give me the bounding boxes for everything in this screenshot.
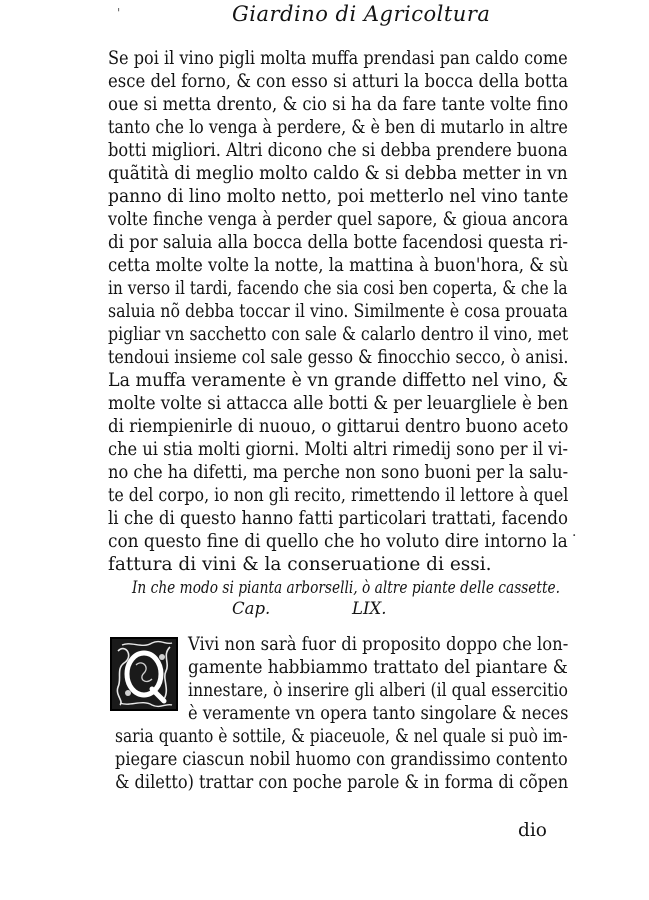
text-line: gamente habbiammo trattato del piantare &: [188, 657, 568, 678]
text-line: con questo fine di quello che ho voluto dire intorno la: [108, 531, 568, 552]
corner-mark: ': [117, 6, 121, 20]
text-line: & diletto) trattar con poche parole & in forma di cõpen: [115, 772, 569, 793]
text-line: è veramente vn opera tanto singolare & neces: [188, 703, 569, 724]
text-line: piegare ciascun nobil huomo con grandissimo contento: [115, 749, 568, 770]
text-line: botti migliori. Altri dicono che si debba prendere buona: [108, 140, 568, 161]
text-line: fattura di vini & la conseruatione di essi.: [108, 554, 492, 575]
text-line: che ui stia molti giorni. Molti altri rimedij sono per il vi-: [108, 439, 569, 460]
text-line: panno di lino molto netto, poi metterlo nel vino tante: [108, 186, 569, 207]
decorated-initial: [110, 637, 178, 711]
text-line: di riempienirle di nuouo, o gittarui dentro buono aceto: [108, 416, 569, 437]
chapter-number: LIX.: [352, 599, 387, 618]
text-line: te del corpo, io non gli recito, rimettendo il lettore à quel: [108, 485, 569, 506]
chapter-heading: In che modo si pianta arborselli, ò altre piante delle cassette.: [132, 578, 560, 597]
text-line: in verso il tardi, facendo che sia cosi ben coperta, & che la: [108, 278, 568, 299]
margin-mark: ·: [572, 528, 577, 544]
catchword: dio: [518, 820, 547, 841]
decorated-initial-ornament-icon: [112, 639, 176, 709]
text-line: Vivi non sarà fuor di proposito doppo che lon-: [188, 634, 569, 655]
text-line: cetta molte volte la notte, la mattina à buon'hora, & sù: [108, 255, 569, 276]
text-line: pigliar vn sacchetto con sale & calarlo dentro il vino, met: [108, 324, 569, 345]
text-line: tanto che lo venga à perdere, & è ben di mutarlo in altre: [108, 117, 568, 138]
text-line: oue si metta drento, & cio si ha da fare tante volte fino: [108, 94, 569, 115]
text-line: no che ha difetti, ma perche non sono buoni per la salu-: [108, 462, 569, 483]
text-line: di por saluia alla bocca della botte facendosi questa ri-: [108, 232, 569, 253]
text-line: li che di questo hanno fatti particolari trattati, facendo: [108, 508, 568, 529]
text-line: quãtità di meglio molto caldo & si debba metter in vn: [108, 163, 568, 184]
text-line: Se poi il vino pigli molta muffa prendasi pan caldo come: [108, 48, 568, 69]
text-line: saria quanto è sottile, & piaceuole, & nel quale si può im-: [115, 726, 568, 747]
text-line: esce del forno, & con esso si atturi la bocca della botta: [108, 71, 569, 92]
text-line: innestare, ò inserire gli alberi (il qual essercitio: [188, 680, 568, 701]
text-line: volte finche venga à perder quel sapore, & gioua ancora: [108, 209, 569, 230]
text-line: saluia nõ debba toccar il vino. Similmente è cosa prouata: [108, 301, 568, 322]
text-line: molte volte si attacca alle botti & per leuargliele è ben: [108, 393, 569, 414]
chapter-cap-label: Cap.: [232, 599, 271, 618]
text-line: tendoui insieme col sale gesso & finocchio secco, ò anisi.: [108, 347, 569, 368]
running-head: Giardino di Agricoltura: [232, 2, 491, 26]
text-line: La muffa veramente è vn grande diffetto nel vino, &: [108, 370, 569, 391]
